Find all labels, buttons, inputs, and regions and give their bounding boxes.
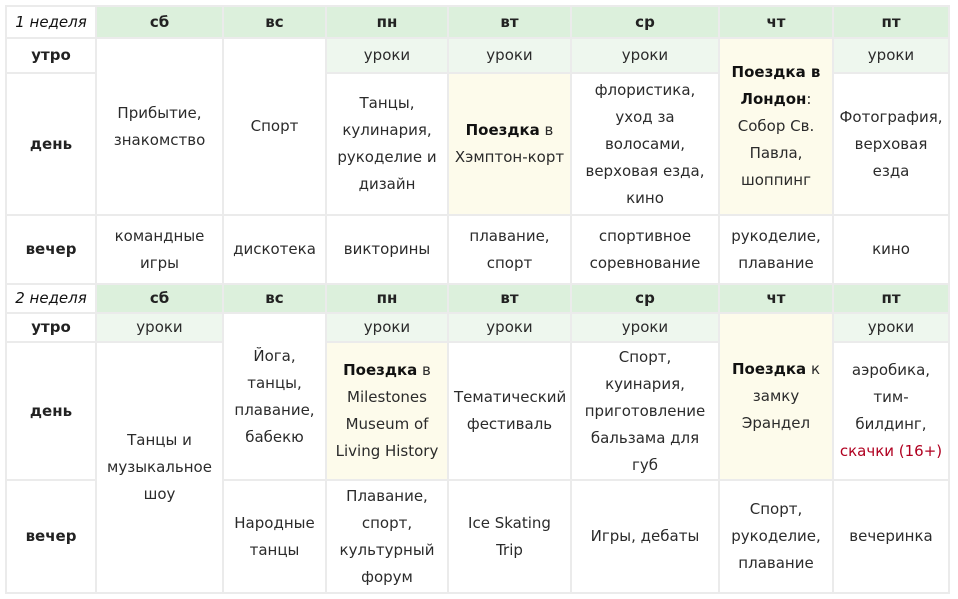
w2-thu-trip-cell <box>719 313 833 480</box>
w1-fri-morning-cell: уроки <box>833 38 949 73</box>
w2-wed-evening-cell: Игры, дебаты <box>571 480 719 593</box>
w2-thu-evening-cell: Спорт, рукоделие, плавание <box>719 480 833 593</box>
week2-morning-row <box>6 313 949 342</box>
w2-mon-morning-cell: уроки <box>326 313 448 342</box>
w1-fri-evening-cell: кино <box>833 215 949 284</box>
day-header-sun: вс <box>223 284 326 313</box>
w2-sun-evening-cell: Народные танцы <box>223 480 326 593</box>
w2-mon-trip-desc: в Milestones Museum of Living History <box>335 361 439 460</box>
w2-fri-morning-cell: уроки <box>833 313 949 342</box>
w2-mon-evening-cell: Плавание, спорт, культурный форум <box>326 480 448 593</box>
w1-tue-morning-cell: уроки <box>448 38 571 73</box>
w2-mon-trip-cell <box>326 342 448 480</box>
schedule-table <box>5 5 950 594</box>
w2-sun-day-cell: Йога, танцы, плавание, бабекю <box>223 313 326 480</box>
w1-tue-evening-cell: плавание, спорт <box>448 215 571 284</box>
time-label-evening: вечер <box>6 480 96 593</box>
day-header-mon: пн <box>326 284 448 313</box>
time-label-evening: вечер <box>6 215 96 284</box>
week2-header-row <box>6 284 949 313</box>
w1-mon-day-cell: Танцы, кулинария, рукоделие и дизайн <box>326 73 448 215</box>
day-header-sat: сб <box>96 6 223 38</box>
week1-header-row <box>6 6 949 38</box>
w2-thu-trip-title: Поездка <box>732 360 807 378</box>
day-header-thu: чт <box>719 6 833 38</box>
w2-fri-day-text: аэробика, тим-билдинг, <box>851 361 931 433</box>
w1-sat-day-cell: Прибытие, знакомство <box>96 38 223 215</box>
w1-fri-day-cell: Фотография, верховая езда <box>833 73 949 215</box>
w1-tue-trip-desc: в Хэмптон-корт <box>454 121 565 166</box>
time-label-morning: утро <box>6 38 96 73</box>
w2-sat-show-cell: Танцы и музыкальное шоу <box>96 342 223 593</box>
week1-morning-row <box>6 38 949 73</box>
day-header-tue: вт <box>448 284 571 313</box>
day-header-fri: пт <box>833 6 949 38</box>
day-header-sun: вс <box>223 6 326 38</box>
day-header-wed: ср <box>571 284 719 313</box>
w1-wed-day-cell: флористика, уход за волосами, верховая езда, кино <box>571 73 719 215</box>
w2-wed-morning-cell: уроки <box>571 313 719 342</box>
w2-sat-morning-cell: уроки <box>96 313 223 342</box>
w1-sun-evening-cell: дискотека <box>223 215 326 284</box>
w1-thu-evening-cell: рукоделие, плавание <box>719 215 833 284</box>
day-header-tue: вт <box>448 6 571 38</box>
w1-thu-trip-title: Поездка в Лондон <box>731 63 821 108</box>
w2-tue-evening-cell: Ice Skating Trip <box>448 480 571 593</box>
day-header-thu: чт <box>719 284 833 313</box>
day-header-mon: пн <box>326 6 448 38</box>
w2-tue-day-cell: Тематический фестиваль <box>448 342 571 480</box>
w2-tue-morning-cell: уроки <box>448 313 571 342</box>
w1-mon-morning-cell: уроки <box>326 38 448 73</box>
time-label-day: день <box>6 73 96 215</box>
w1-thu-trip-desc: : Собор Св. Павла, шоппинг <box>737 90 815 189</box>
day-header-wed: ср <box>571 6 719 38</box>
w2-wed-day-cell: Спорт, куинария, приготовление бальзама для губ <box>571 342 719 480</box>
w1-sat-evening-cell: командные игры <box>96 215 223 284</box>
w2-fri-evening-cell: вечеринка <box>833 480 949 593</box>
w1-wed-evening-cell: спортивное соревнование <box>571 215 719 284</box>
day-header-fri: пт <box>833 284 949 313</box>
week1-evening-row <box>6 215 949 284</box>
w2-thu-trip-desc: к замку Эрандел <box>741 360 820 432</box>
w1-tue-trip-cell <box>448 73 571 215</box>
w2-mon-trip-title: Поездка <box>343 361 418 379</box>
w2-fri-day-cell <box>833 342 949 480</box>
week2-label: 2 неделя <box>6 284 96 313</box>
day-header-sat: сб <box>96 284 223 313</box>
w1-wed-morning-cell: уроки <box>571 38 719 73</box>
week1-label: 1 неделя <box>6 6 96 38</box>
w2-fri-horse-racing: скачки (16+) <box>839 442 943 460</box>
time-label-day: день <box>6 342 96 480</box>
time-label-morning: утро <box>6 313 96 342</box>
w1-thu-trip-cell <box>719 38 833 215</box>
w1-sun-day-cell: Спорт <box>223 38 326 215</box>
w1-tue-trip-title: Поездка <box>465 121 540 139</box>
w1-mon-evening-cell: викторины <box>326 215 448 284</box>
